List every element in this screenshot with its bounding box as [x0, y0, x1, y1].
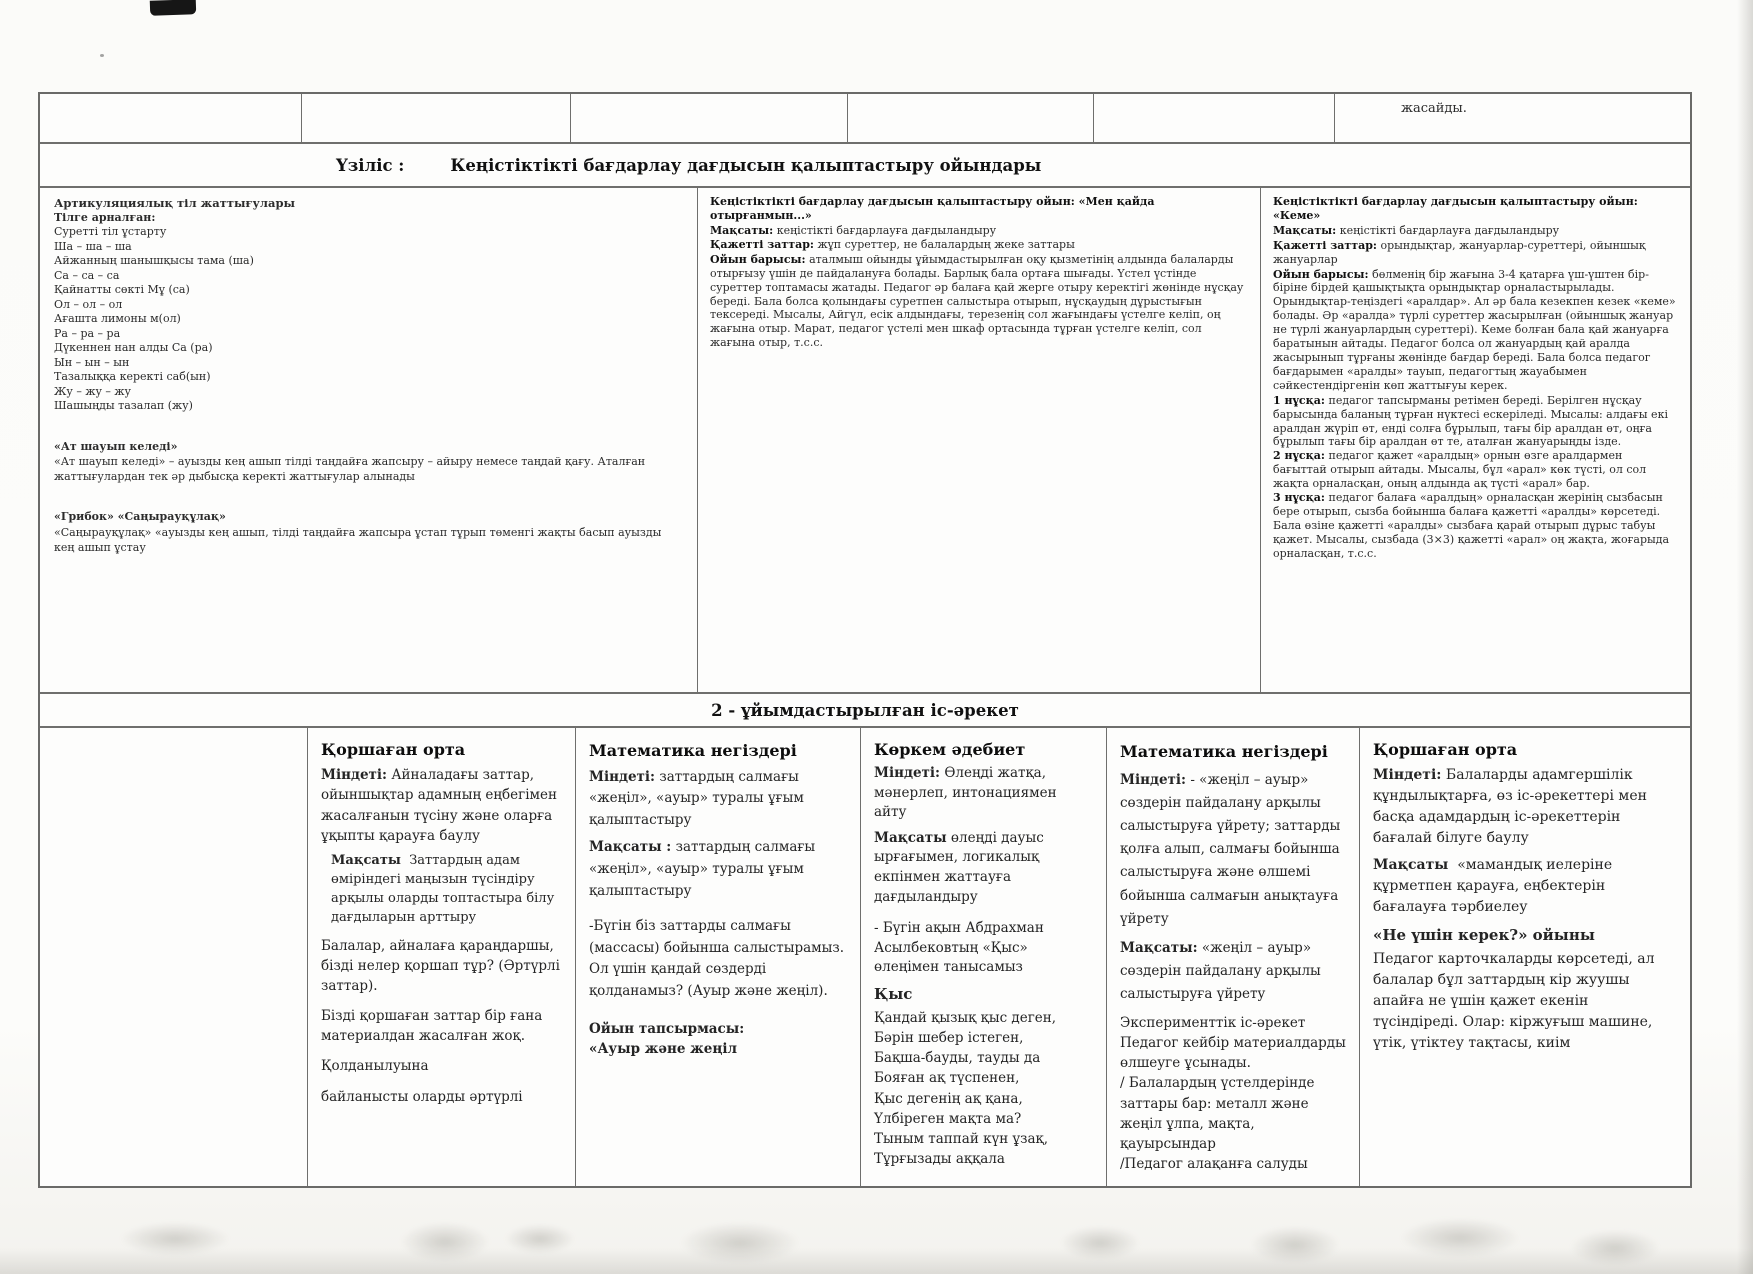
articulation-exercise-list: [54, 225, 683, 414]
variant-1: 1 нұсқа: педагог тапсырманы ретімен береді. Берілген нұсқау барысында баланың тұрған нүктесі ескеріледі. Мысалы: алдағы екі аралдан жүріп өт, енді солға бұрылып, тағы бір аралдан өт, оңға бұрылып тағы бір аралдан өт те, аталған жануарыңды ізде.: [1273, 393, 1668, 449]
break-label: Үзіліс :: [336, 155, 405, 175]
environment1-goal: Мақсаты Заттардың адам өміріндегі маңызын түсіндіру арқылы оларды топтастыра білу дағдыларын арттыру: [331, 853, 555, 925]
articulation-column: [40, 188, 698, 692]
note-text: жасайды.: [1401, 101, 1467, 116]
top-cell-note: [1335, 94, 1690, 142]
articulation-title: Артикуляциялық тіл жаттығулары: [54, 196, 296, 210]
literature-duty: Міндеті: Өлеңді жатқа, мәнерлеп, интонациямен айту: [874, 765, 1057, 821]
top-cell-2: [302, 94, 571, 142]
game-seat-title: Кеңістіктікті бағдарлау дағдысын қалыптастыру ойын: «Мен қайда отырғанмын...»: [710, 195, 1155, 222]
literature-title: Көркем әдебиет: [874, 740, 1026, 759]
math2-goal: Мақсаты: «жеңіл – ауыр» сөздерін пайдалану арқылы салыстыруға үйрету: [1120, 940, 1321, 1003]
variant-3: 3 нұсқа: педагог балаға «аралдың» орналасқан жерінің сызбасын бере отырып, сызба бойынша балаға қажетті «аралды» көрсетеді. Бала өзіне қажетті «аралды» сызбаға қарай отырып дұрыс табуы қажет. Мысалы, сызбада (3×3) қажетті «арал» оң жақта, жоғарыда орналасқан, т.с.с.: [1273, 491, 1670, 560]
math1-duty: Міндеті: заттардың салмағы «жеңіл», «ауыр» туралы ұғым қалыптастыру: [589, 768, 804, 828]
game-mushroom-block: [54, 510, 664, 555]
environment1-duty: Міндеті: Айналадағы заттар, ойыншықтар адамның еңбегімен жасалғанын түсіну және оларға ұқыпты қарауға баулу: [321, 767, 558, 844]
environment2-game-title: «Не үшін керек?» ойыны: [1373, 926, 1595, 944]
activities-section: [40, 728, 1690, 1186]
activity-section-title: 2 - ұйымдастырылған іс-әрекет: [711, 700, 1019, 720]
scan-edge-shadow-right: [1737, 0, 1753, 1274]
environment-column-1: [308, 728, 576, 1186]
break-header-row: [40, 144, 1690, 188]
top-cell-5: [1094, 94, 1335, 142]
scan-artifact-dot: [100, 54, 104, 57]
literature-intro: - Бүгін ақын Абдрахман Асылбековтың «Қыс» өлеңімен танысамыз: [874, 920, 1044, 976]
break-title: Кеңістіктікті бағдарлау дағдысын қалыптастыру ойындары: [450, 155, 1042, 175]
list-line: Шашыңды тазалап (жу): [54, 399, 193, 412]
list-line: Бояған ақ түспенен,: [874, 1070, 1020, 1087]
game-horse-block: [54, 440, 664, 485]
list-line: Са – са – са: [54, 268, 120, 282]
list-line: Айжанның шанышқысы тама (ша): [54, 254, 254, 267]
list-line: Қолданылуына: [321, 1058, 429, 1075]
environment1-body: [321, 937, 562, 1107]
top-cell-4: [848, 94, 1094, 142]
list-line: Қыс дегенің ақ қана,: [874, 1090, 1023, 1107]
environment2-duty: Міндеті: Балаларды адамгершілік құндылықтарға, өз іс-әрекеттері мен басқа адамдардың іс-әрекеттерін бағалай білуге баулу: [1373, 767, 1647, 846]
math1-goal: Мақсаты : заттардың салмағы «жеңіл», «ауыр» туралы ұғым қалыптастыру: [589, 839, 816, 899]
game-seat-materials: Қажетті заттар: жұп суреттер, не балалардың жеке заттары: [710, 238, 1075, 252]
list-line: Ра – ра – ра: [54, 326, 121, 340]
activity-section-header: [40, 694, 1690, 728]
list-line: Бізді қоршаған заттар бір ғана материалдан жасалған жоқ.: [321, 1008, 543, 1044]
math-column-1: [576, 728, 861, 1186]
variant-2: 2 нұсқа: педагог қажет «аралдың» орнын өзге аралдармен бағыттай отырып айтады. Мысалы, бұл «арал» көк түсті, ол сол жақта орналасқан, оның алдында ақ түсті «арал» бар.: [1273, 449, 1647, 491]
scan-artifact-binder-mark: [150, 0, 196, 16]
environment1-title: Қоршаған орта: [321, 740, 466, 759]
game-seat-column: [698, 188, 1261, 692]
list-line: Қайнатты сөкті Мұ (са): [54, 283, 190, 296]
game-horse-text: «Ат шауып келеді» – ауызды кең ашып тілді таңдайға жапсыру – айыру немесе таңдай қағу. Аталған жаттығулардан тек әр дыбысқа керекті жаттығулар алынады: [54, 455, 646, 483]
game-mushroom-text: «Саңырауқұлақ» «ауызды кең ашып, тілді таңдайға жапсыра ұстап тұрып төменгі жақты басып ауызды кең ашып ұстау: [54, 525, 662, 554]
math1-body: -Бүгін біз заттарды салмағы (массасы) бойынша салыстырамыз. Ол үшін қандай сөздерді қолданамыз? (Ауыр және жеңіл).: [589, 918, 845, 999]
list-line: Ша – ша – ша: [54, 239, 132, 253]
list-line: Ағашта лимоны м(ол): [54, 312, 181, 325]
game-seat-goal: Мақсаты: кеңістікті бағдарлауға дағдыландыру: [710, 223, 997, 237]
game-ship-goal: Мақсаты: кеңістікті бағдарлауға дағдыландыру: [1273, 223, 1560, 237]
game-ship-title: Кеңістіктікті бағдарлау дағдысын қалыптастыру ойын: «Кеме»: [1273, 195, 1638, 222]
math2-body: [1120, 1013, 1346, 1175]
list-line: байланысты оларды әртүрлі: [321, 1088, 523, 1105]
list-line: Тыным таппай күн ұзақ,: [874, 1131, 1048, 1148]
list-line: Балалар, айналаға қараңдаршы, бізді нелер қоршап тұр? (Әртүрлі заттар).: [321, 938, 560, 994]
game-ship-materials: Қажетті заттар: орындықтар, жануарлар-суреттері, ойыншық жануарлар: [1273, 238, 1646, 266]
list-line: /Педагог алақанға салуды: [1120, 1156, 1308, 1173]
list-line: Жу – жу – жу: [54, 384, 131, 398]
math2-duty: Міндеті: - «жеңіл – ауыр» сөздерін пайдалану арқылы салыстыруға үйрету; заттарды қолға алып, салмағы бойынша салыстыруға және өлшемі бойынша салмағын анықтауға үйрету: [1120, 771, 1341, 927]
game-ship-column: [1261, 188, 1690, 692]
list-line: Эксперименттік іс-әрекет: [1120, 1014, 1306, 1031]
literature-goal: Мақсаты өлеңді дауыс ырғағымен, логикалық екпінмен жаттауға дағдыландыру: [874, 829, 1044, 905]
list-line: Ол – ол – ол: [54, 297, 123, 311]
list-line: Ын – ын – ын: [54, 355, 130, 369]
math-column-2: [1107, 728, 1360, 1186]
game-horse-title: «Ат шауып келеді»: [54, 439, 178, 453]
list-line: Бәрін шебер істеген,: [874, 1029, 1024, 1046]
list-line: / Балалардың үстелдерінде заттары бар: металл және жеңіл ұлпа, мақта, қауырсындар: [1120, 1075, 1315, 1153]
poem-lines: [874, 1008, 1093, 1170]
list-line: Тұрғызады аққала: [874, 1151, 1005, 1168]
games-section: [40, 188, 1690, 694]
list-line: Суретті тіл ұстарту: [54, 225, 167, 238]
math1-title: Математика негіздері: [589, 741, 797, 760]
activities-empty-column: [40, 728, 308, 1186]
literature-column: [861, 728, 1107, 1186]
list-line: Бақша-бауды, тауды да: [874, 1050, 1041, 1067]
environment2-title: Қоршаған орта: [1373, 740, 1518, 759]
list-line: Қандай қызық қыс деген,: [874, 1009, 1057, 1026]
game-mushroom-title: «Грибок» «Саңырауқұлақ»: [54, 510, 226, 523]
top-cell-1: [40, 94, 302, 142]
top-table-row: [40, 94, 1690, 144]
lesson-plan-table: [38, 92, 1692, 1188]
game-ship-variants: [1273, 394, 1678, 561]
environment2-goal: Мақсаты «мамандық иелеріне құрметпен қарауға, еңбектерін бағалауға тәрбиелеу: [1373, 857, 1613, 915]
game-ship-course: Ойын барысы: бөлменің бір жағына 3-4 қатарға үш-үштен бір-біріне бірдей қашықтықта орындықтар орналастырылады. Орындықтар-теңіздегі «аралдар». Ал әр бала кезекпен кезек «кеме» болады. Әр «аралда» түрлі суреттер жасырылған (ойыншық жануар не түрлі жануарлардың суреттері). Кеме болған бала қай жануарға баратынын айтады. Педагог болса ол жануардың қай аралда жасырынып тұрғаны жөнінде бағдар береді. Бала болса педагог бағдарымен «аралды» тауып, педагогтың жауабымен сәйкестендіргенін көп жаттығуы керек.: [1273, 267, 1676, 392]
top-cell-3: [571, 94, 848, 142]
game-seat-course: Ойын барысы: аталмыш ойынды ұйымдастырылған оқу қызметінің алдында балаларды отырғызу үшін де пайдалануға болады. Барлық бала ортаға шығады. Үстел үстінде суреттер топтамасы жатады. Педагог әр балаға қай жерге отыру керектігі жөнінде нұсқау береді. Бала болса қолындағы суретпен салыстыра отырып, нұсқаудың дұрыстығын тексереді. Мысалы, Айгүл, есік алдындағы, терезенің сол жағындағы үстелге келіп, оң жағына отыр. Марат, педагог үстелі мен шкаф ортасында тұрған үстелге келіп, сол жағына отыр, т.с.с.: [710, 253, 1244, 349]
list-line: Педагог кейбір материалдарды өлшеуге ұсынады.: [1120, 1034, 1346, 1072]
list-line: Тазалыққа керекті саб(ын): [54, 370, 211, 383]
math1-task: Ойын тапсырмасы: «Ауыр және жеңіл: [589, 1020, 745, 1057]
poem-title: Қыс: [874, 984, 913, 1003]
environment-column-2: [1360, 728, 1690, 1186]
articulation-subtitle: Тілге арналған:: [54, 210, 156, 224]
list-line: Үлбіреген мақта ма?: [874, 1110, 1022, 1127]
math2-title: Математика негіздері: [1120, 742, 1328, 761]
scan-edge-shadow-bottom: [0, 1248, 1753, 1274]
list-line: Дүкеннен нан алды Са (ра): [54, 341, 213, 354]
environment2-body: Педагог карточкаларды көрсетеді, ал балалар бұл заттардың кір жуушы апайға не үшін қажет екенін түсіндіреді. Олар: кіржуғыш машине, үтік, үтіктеу тақтасы, киім: [1373, 950, 1655, 1051]
